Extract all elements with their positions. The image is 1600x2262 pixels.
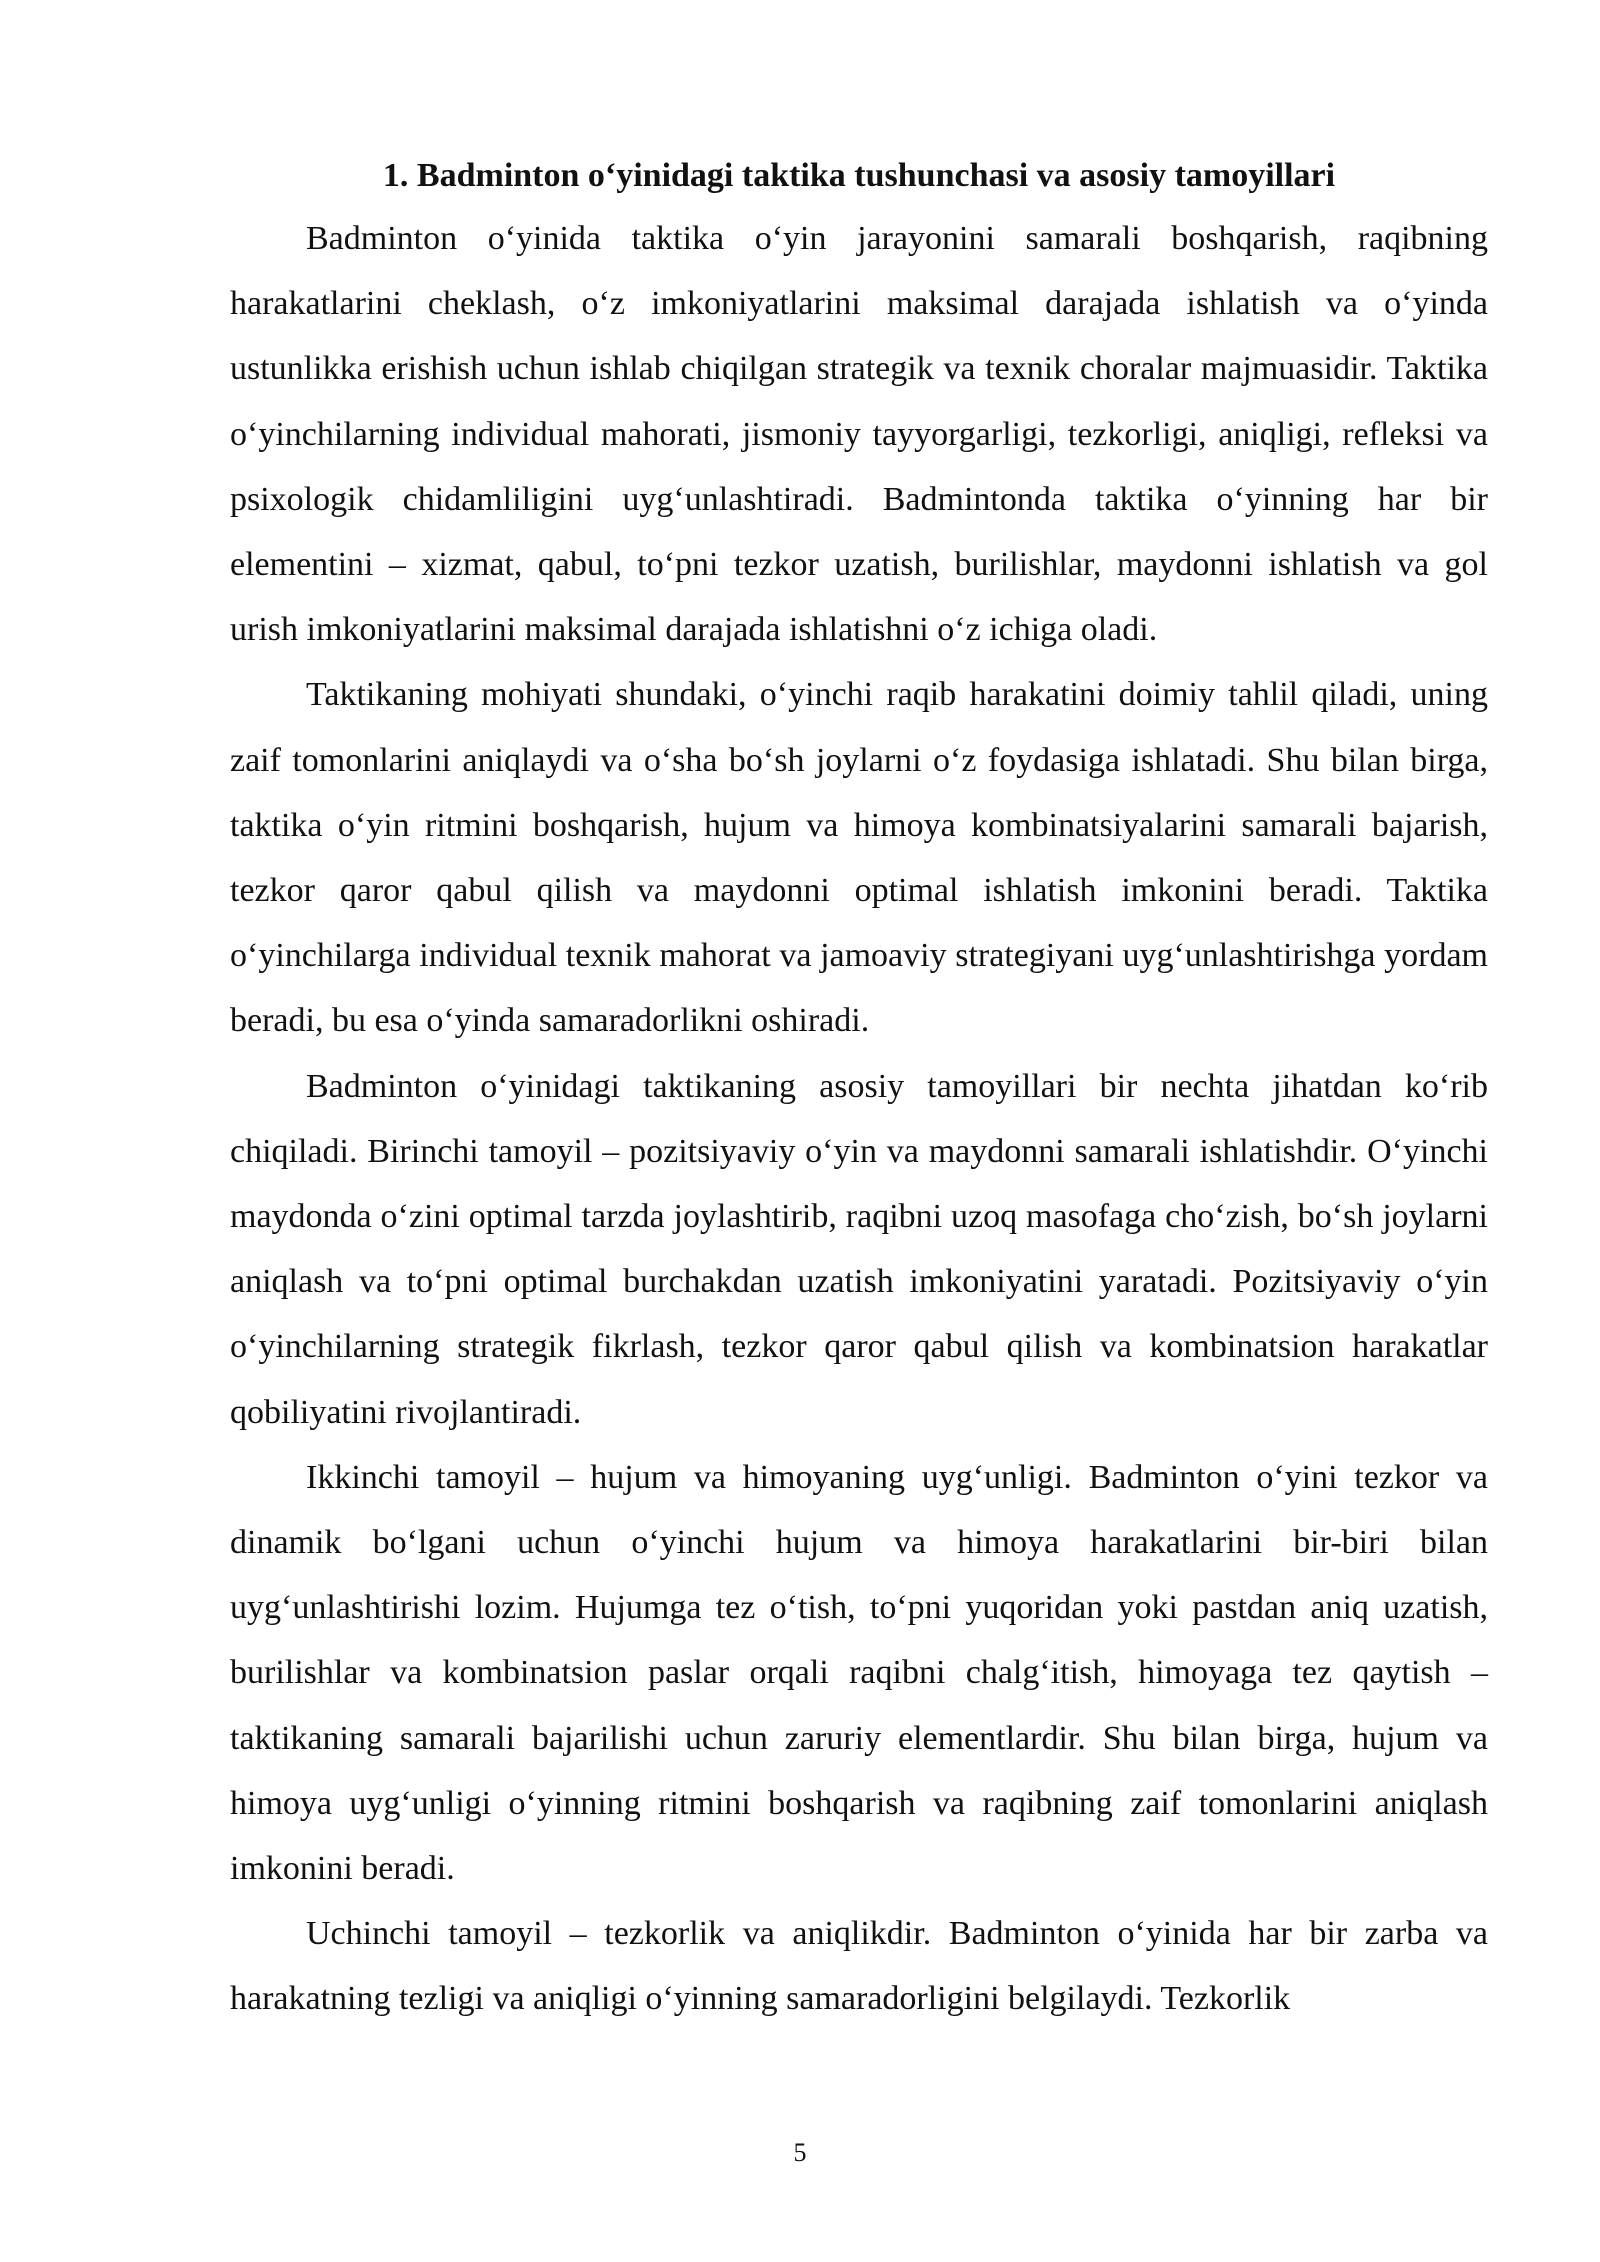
- section-heading: 1. Badminton o‘yinidagi taktika tushunchasi va asosiy tamoyillari: [382, 157, 1336, 194]
- paragraph-2: Taktikaning mohiyati shundaki, o‘yinchi raqib harakatini doimiy tahlil qiladi, uning zaif tomonlarini aniqlaydi va o‘sha bo‘sh joylarni o‘z foydasiga ishlatadi. Shu bilan birga, taktika o‘yin ritmini boshqarish, hujum va himoya kombinatsiyalarini samarali bajarish, tezkor qaror qabul qilish va maydonni optimal ishlatish imkonini beradi. Taktika o‘yinchilarga individual texnik mahorat va jamoaviy strategiyani uyg‘unlashtirishga yordam beradi, bu esa o‘yinda samaradorlikni oshiradi.: [230, 676, 1488, 1040]
- paragraph-1: Badminton o‘yinida taktika o‘yin jarayonini samarali boshqarish, raqibning harakatlarini cheklash, o‘z imkoniyatlarini maksimal darajada ishlatish va o‘yinda ustunlikka erishish uchun ishlab chiqilgan strategik va texnik choralar majmuasidir. Taktika o‘yinchilarning individual mahorati, jismoniy tayyorgarligi, tezkorligi, aniqligi, refleksi va psixologik chidamliligini uyg‘unlashtiradi. Badmintonda taktika o‘yinning har bir elementini – xizmat, qabul, to‘pni tezkor uzatish, burilishlar, maydonni ishlatish va gol urish imkoniyatlarini maksimal darajada ishlatishni o‘z ichiga oladi.: [230, 220, 1488, 649]
- page-number: 5: [793, 2138, 807, 2167]
- paragraph-5: Uchinchi tamoyil – tezkorlik va aniqlikdir. Badminton o‘yinida har bir zarba va harakatning tezligi va aniqligi o‘yinning samaradorligini belgilaydi. Tezkorlik: [230, 1915, 1488, 2018]
- paragraph-4: Ikkinchi tamoyil – hujum va himoyaning uyg‘unligi. Badminton o‘yini tezkor va dinamik bo‘lgani uchun o‘yinchi hujum va himoya harakatlarini bir-biri bilan uyg‘unlashtirishi lozim. Hujumga tez o‘tish, to‘pni yuqoridan yoki pastdan aniq uzatish, burilishlar va kombinatsion paslar orqali raqibni chalg‘itish, himoyaga tez qaytish – taktikaning samarali bajarilishi uchun zaruriy elementlardir. Shu bilan birga, hujum va himoya uyg‘unligi o‘yinning ritmini boshqarish va raqibning zaif tomonlarini aniqlash imkonini beradi.: [230, 1458, 1488, 1888]
- page-body: [230, 148, 1488, 2032]
- paragraph-3: Badminton o‘yinidagi taktikaning asosiy tamoyillari bir nechta jihatdan ko‘rib chiqiladi. Birinchi tamoyil – pozitsiyaviy o‘yin va maydonni samarali ishlatishdir. O‘yinchi maydonda o‘zini optimal tarzda joylashtirib, raqibni uzoq masofaga cho‘zish, bo‘sh joylarni aniqlash va to‘pni optimal burchakdan uzatish imkoniyatini yaratadi. Pozitsiyaviy o‘yin o‘yinchilarning strategik fikrlash, tezkor qaror qabul qilish va kombinatsion harakatlar qobiliyatini rivojlantiradi.: [230, 1067, 1488, 1431]
